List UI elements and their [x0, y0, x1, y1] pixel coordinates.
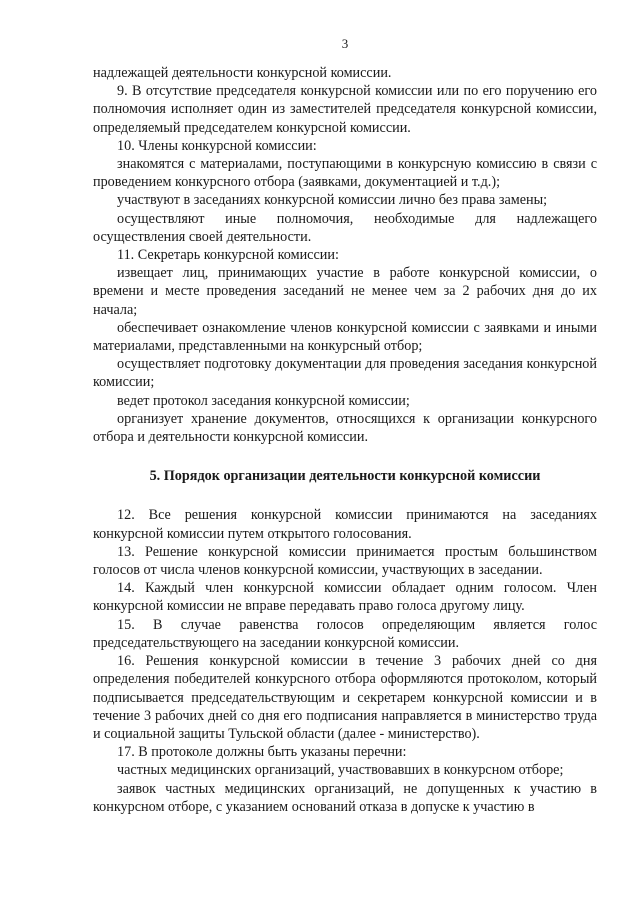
paragraph-secretary-duty-3: осуществляет подготовку документации для проведения заседания конкурсной комиссии; [93, 356, 597, 391]
paragraph-members-duty-2: участвуют в заседаниях конкурсной комиссии лично без права замены; [117, 192, 548, 209]
paragraph-item-9: 9. В отсутствие председателя конкурсной комиссии или по его поручению его полномочия исполняет один из заместителей председателя конкурсной комиссии, определяемый председателем конкурсной комиссии. [93, 83, 597, 136]
paragraph-members-duty-3: осуществляют иные полномочия, необходимые для надлежащего осуществления своей деятельности. [93, 210, 597, 245]
paragraph-members-duty-1: знакомятся с материалами, поступающими в конкурсную комиссию в связи с проведением конкурсного отбора (заявками, документацией и т.д.); [93, 156, 597, 191]
paragraph-continuation: надлежащей деятельности конкурсной комиссии. [93, 65, 392, 81]
paragraph-item-11: 11. Секретарь конкурсной комиссии: [117, 247, 339, 264]
section-heading: 5. Порядок организации деятельности конкурсной комиссии [149, 468, 541, 485]
paragraph-item-16: 16. Решения конкурсной комиссии в течение 3 рабочих дней со дня определения победителей конкурсного отбора оформляются протоколом, который подписывается председательствующим и секретарем конкурсной комиссии и в течение 3 рабочих дней со дня его подписания направляется в министерство труда и социальной защиты Тульской области (далее - министерство). [93, 653, 597, 742]
paragraph-secretary-duty-5: организует хранение документов, относящихся к организации конкурсного отбора и деятельности конкурсной комиссии. [93, 410, 597, 446]
paragraph-protocol-list-1: частных медицинских организаций, участвовавших в конкурсном отборе; [117, 762, 564, 779]
paragraph-secretary-duty-2: обеспечивает ознакомление членов конкурсной комиссии с заявками и иными материалами, представленными на конкурсный отбор; [93, 319, 597, 355]
paragraph-item-13: 13. Решение конкурсной комиссии принимается простым большинством голосов от числа членов конкурсной комиссии, участвующих в заседании. [93, 543, 597, 579]
paragraph-item-15: 15. В случае равенства голосов определяющим является голос председательствующего на заседании конкурсной комиссии. [93, 616, 597, 651]
paragraph-item-10: 10. Члены конкурсной комиссии: [117, 137, 317, 154]
paragraph-secretary-duty-1: извещает лиц, принимающих участие в работе конкурсной комиссии, о времени и месте проведения заседаний не менее чем за 2 рабочих дня до их начала; [93, 265, 597, 318]
paragraph-protocol-list-2: заявок частных медицинских организаций, не допущенных к участию в конкурсном отборе, с указанием оснований отказа в допуске к участию в [93, 780, 597, 815]
document-body [93, 64, 597, 816]
paragraph-item-14: 14. Каждый член конкурсной комиссии обладает одним голосом. Член конкурсной комиссии не вправе передавать право голоса другому лицу. [93, 580, 597, 615]
paragraph-item-12: 12. Все решения конкурсной комиссии принимаются на заседаниях конкурсной комиссии путем открытого голосования. [93, 507, 597, 542]
paragraph-secretary-duty-4: ведет протокол заседания конкурсной комиссии; [117, 392, 410, 409]
page-number: 3 [341, 36, 349, 51]
paragraph-item-17: 17. В протоколе должны быть указаны перечни: [117, 744, 407, 761]
